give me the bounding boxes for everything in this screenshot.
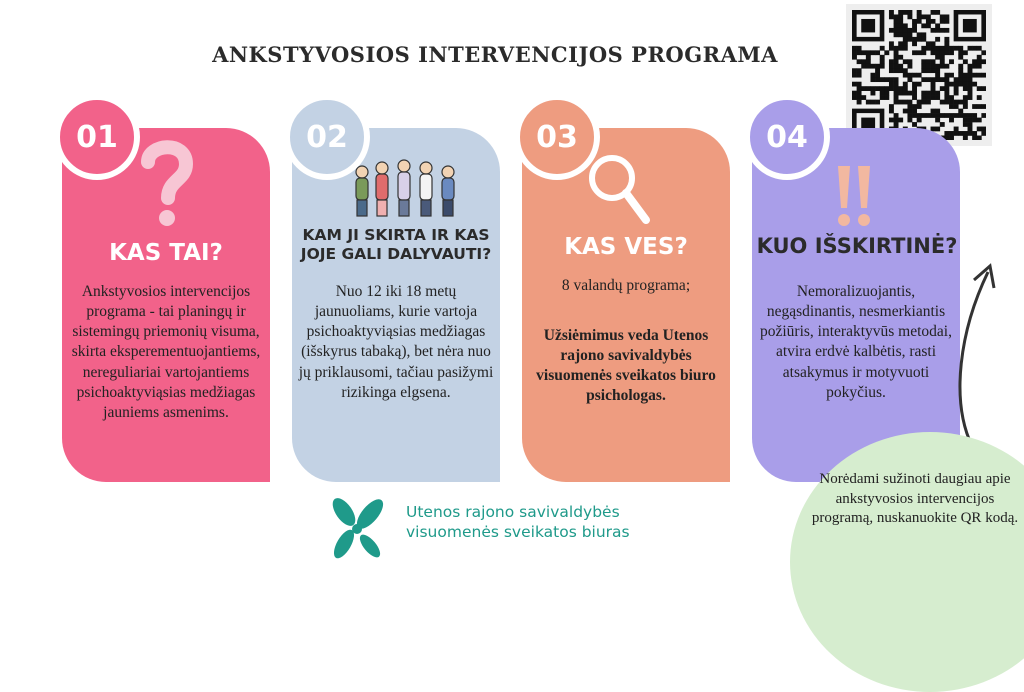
card-body-kas-ves-leader: Užsiėmimus veda Utenos rajono savivaldybės visuomenės sveikatos biuro psichologas. bbox=[536, 327, 716, 405]
card-heading-kuo-isskirtine: KUO IŠSKIRTINĖ? bbox=[756, 234, 958, 258]
number-badge-1: 01 bbox=[54, 94, 140, 180]
card-heading-kas-tai: KAS TAI? bbox=[109, 240, 223, 266]
organization-name bbox=[406, 502, 630, 542]
qr-code-icon bbox=[846, 4, 992, 146]
card-heading-kam-skirta: KAM JI SKIRTA IR KAS JOJE GALI DALYVAUTI? bbox=[300, 226, 492, 263]
exclamation-marks-icon bbox=[832, 162, 878, 228]
card-body-kas-tai: Ankstyvosios intervencijos programa - tai planingų ir sistemingų priemonių visuma, skirta eksperementuojantiems, nereguliariai vartojantiems psichoaktyviąsias medžiagas jauniems asmenims. bbox=[71, 283, 261, 421]
magnifying-glass-icon bbox=[584, 150, 654, 230]
number-badge-4: 04 bbox=[744, 94, 830, 180]
number-badge-3: 03 bbox=[514, 94, 600, 180]
organization-name-line2: visuomenės sveikatos biuras bbox=[406, 523, 630, 542]
card-body-kas-ves-hours: 8 valandų programa; bbox=[561, 277, 691, 294]
curved-arrow-icon bbox=[944, 250, 1004, 450]
number-badge-2: 02 bbox=[284, 94, 370, 180]
qr-note-text: Norėdami sužinoti daugiau apie ankstyvosios intervencijos programą, nuskanuokite QR kodą. bbox=[811, 471, 1019, 526]
organization-name-line1: Utenos rajono savivaldybės bbox=[406, 503, 620, 521]
card-body-kuo-isskirtine: Nemoralizuojantis, negąsdinantis, nesmerkiantis požiūris, interaktyvūs metodai, atvira erdvė kalbėtis, rasti atsakymus ir motyvuoti pokyčius. bbox=[760, 283, 952, 401]
question-mark-icon bbox=[136, 136, 198, 228]
leaf-logo-icon bbox=[326, 494, 390, 564]
card-body-kam-skirta: Nuo 12 iki 18 metų jaunuoliams, kurie vartoja psichoaktyviąsias medžiagas (išskyrus tabaką), bet nėra nuo jų priklausomi, tačiau pasižymi rizikinga elgsena. bbox=[298, 283, 494, 401]
organization-logo bbox=[318, 490, 648, 566]
page-title: ANKSTYVOSIOS INTERVENCIJOS PROGRAMA bbox=[212, 42, 778, 67]
group-of-people-icon bbox=[348, 158, 464, 220]
card-heading-kas-ves: KAS VES? bbox=[564, 234, 688, 260]
